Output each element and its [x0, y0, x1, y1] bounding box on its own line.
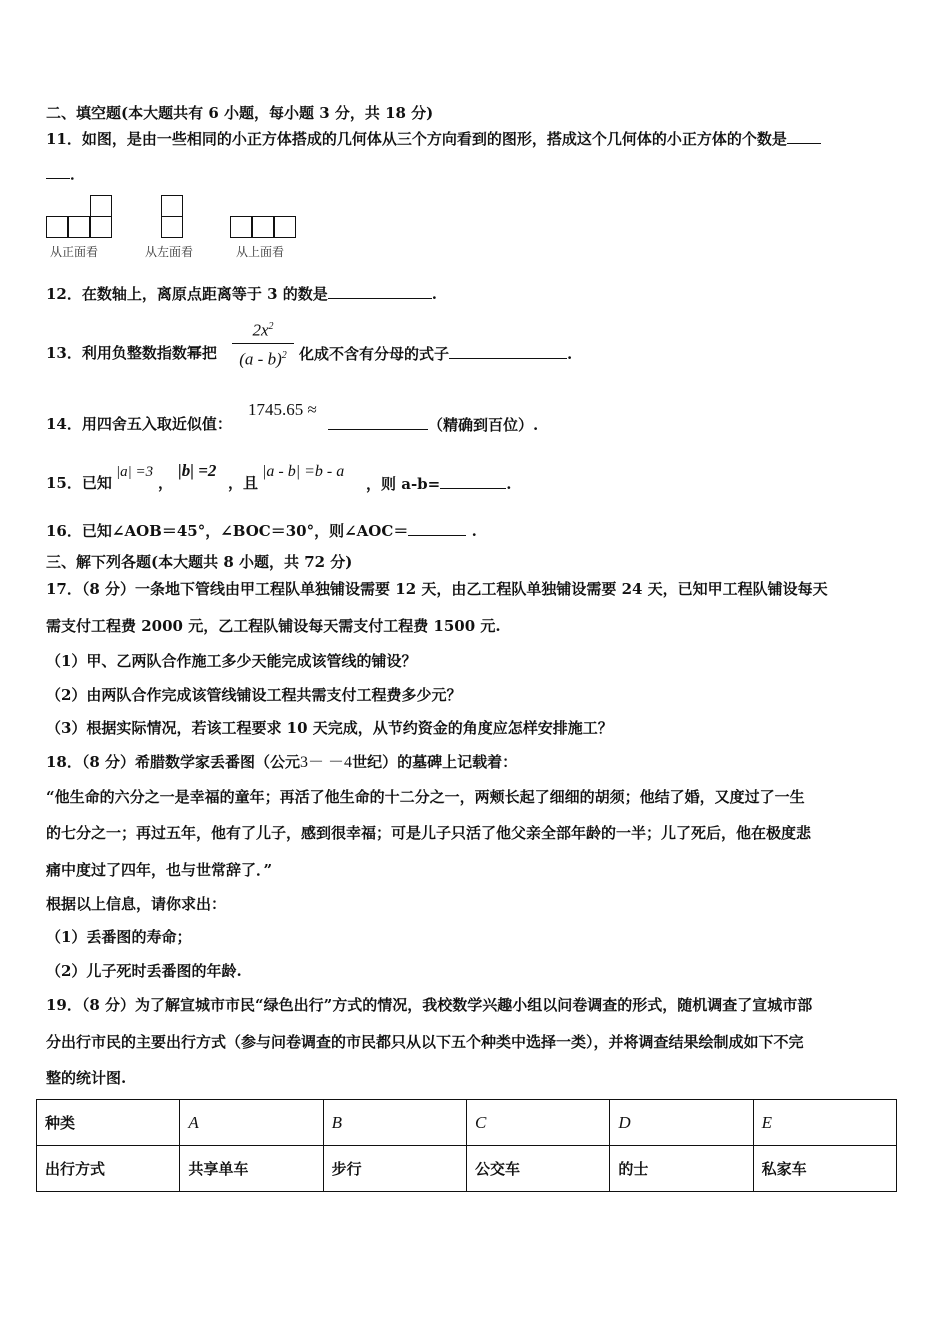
- question-16: [46, 520, 477, 541]
- question-17-sub-3: （3）根据实际情况，若该工程要求 10 天完成，从节约资金的角度应怎样安排施工？: [46, 719, 613, 737]
- question-18-century: 3－ －4: [300, 754, 353, 771]
- question-14: [46, 414, 232, 434]
- question-11-text: 11．如图，是由一些相同的小正方体搭成的几何体从三个方向看到的图形，搭成这个几何体的小正方体的个数是: [46, 130, 787, 148]
- question-13-after: 化成不含有分母的式子: [299, 345, 450, 363]
- q15-condition-1: |a| =3: [116, 464, 154, 480]
- question-18-line-1c: 世纪）的墓碑上记载着：: [352, 753, 518, 771]
- question-19-line-1: 19．（8 分）为了解宣城市市民“绿色出行”方式的情况，我校数学兴趣小组以问卷调查的形式，随机调查了宣城市部: [46, 996, 813, 1014]
- table-cell: A: [180, 1100, 323, 1146]
- table-cell: 共享单车: [180, 1146, 323, 1192]
- question-15-end: .: [506, 475, 512, 493]
- question-12-text: 12．在数轴上，离原点距离等于 3 的数是: [46, 285, 328, 303]
- table-cell: 步行: [323, 1146, 466, 1192]
- front-view-label: 从正面看: [50, 245, 99, 259]
- question-18-line-1a: 18．（8 分）希腊数学家丢番图（公元: [46, 753, 301, 771]
- q15-separator-2: ，且: [228, 474, 259, 492]
- question-15-rest: [366, 473, 511, 494]
- section-2-heading: 二、填空题(本大题共有 6 小题，每小题 3 分，共 18 分): [46, 104, 434, 122]
- question-12-end: .: [431, 285, 437, 303]
- q15-separator-1: ，: [158, 474, 174, 492]
- q15-condition-3: |a - b| =b - a: [262, 463, 345, 480]
- q13-denominator-exponent: 2: [281, 349, 287, 361]
- question-16-text: 16．已知∠AOB＝45°，∠BOC＝30°，则∠AOC＝: [46, 522, 409, 540]
- section-3-heading: 三、解下列各题(本大题共 8 小题，共 72 分): [46, 553, 353, 571]
- table-cell: C: [466, 1100, 609, 1146]
- table-row: [37, 1146, 897, 1192]
- front-view-figure: [46, 195, 116, 263]
- q13-fraction: [232, 316, 294, 370]
- question-18-line-1: [46, 752, 517, 773]
- q15-condition-2: |b| =2: [178, 461, 217, 480]
- question-14-rest: [328, 414, 538, 435]
- table-cell: 公交车: [466, 1146, 609, 1192]
- q13-numerator-exponent: 2: [268, 321, 274, 332]
- top-view-label: 从上面看: [236, 245, 285, 259]
- question-18-line-4: 痛中度过了四年，也与世常辞了．”: [46, 861, 273, 879]
- question-17-line-1: 17．（8 分）一条地下管线由甲工程队单独铺设需要 12 天，由乙工程队单独铺设需要 24 天，已知甲工程队铺设每天: [46, 580, 828, 598]
- question-18-line-5: 根据以上信息，请你求出：: [46, 895, 227, 913]
- table-cell: 出行方式: [37, 1146, 180, 1192]
- question-17-sub-2: （2）由两队合作完成该管线铺设工程共需支付工程费多少元？: [46, 686, 462, 704]
- left-view-label: 从左面看: [145, 245, 194, 259]
- answer-blank-11[interactable]: [787, 128, 821, 144]
- fraction-bar: [232, 343, 294, 344]
- question-19-line-2: 分出行市民的主要出行方式（参与问卷调查的市民都只从以下五个种类中选择一类），并将调查结果绘制成如下不完: [46, 1033, 804, 1051]
- table-cell: 私家车: [753, 1146, 896, 1192]
- question-11-continuation: [46, 163, 85, 184]
- question-17-sub-1: （1）甲、乙两队合作施工多少天能完成该管线的铺设？: [46, 652, 417, 670]
- q13-numerator: 2x: [252, 320, 269, 340]
- question-16-end: .: [471, 522, 477, 540]
- q13-denominator: (a - b): [239, 349, 282, 369]
- question-13: [46, 343, 217, 363]
- question-14-text: 14．用四舍五入取近似值：: [46, 415, 232, 433]
- question-15: [46, 473, 112, 493]
- question-18-sub-2: （2）儿子死时丢番图的年龄.: [46, 962, 242, 980]
- answer-blank-16[interactable]: [408, 520, 466, 536]
- table-cell: 的士: [610, 1146, 753, 1192]
- answer-blank-15[interactable]: [440, 473, 506, 489]
- travel-mode-table: [36, 1099, 897, 1192]
- question-15-after: ，则 a-b=: [366, 475, 441, 493]
- table-row: [37, 1100, 897, 1146]
- left-view-figure: [145, 195, 215, 263]
- table-cell: B: [323, 1100, 466, 1146]
- question-18-sub-1: （1）丢番图的寿命；: [46, 928, 192, 946]
- q14-expression: 1745.65 ≈: [248, 400, 317, 419]
- answer-blank-13[interactable]: [449, 343, 567, 359]
- question-18-line-3: 的七分之一；再过五年，他有了儿子，感到很幸福；可是儿子只活了他父亲全部年龄的一半；儿了死后，他在极度悲: [46, 824, 812, 842]
- question-18-line-2: “他生命的六分之一是幸福的童年；再活了他生命的十二分之一，两颊长起了细细的胡须；他结了婚，又度过了一生: [46, 788, 805, 806]
- table-cell: E: [753, 1100, 896, 1146]
- top-view-figure: [230, 195, 310, 263]
- answer-blank-14[interactable]: [328, 414, 428, 430]
- answer-blank-11-cont[interactable]: [46, 163, 70, 179]
- question-17-line-2: 需支付工程费 2000 元，乙工程队铺设每天需支付工程费 1500 元.: [46, 617, 501, 635]
- question-13-end: .: [567, 345, 573, 363]
- answer-blank-12[interactable]: [328, 283, 432, 299]
- question-19-line-3: 整的统计图.: [46, 1069, 127, 1087]
- table-cell: 种类: [37, 1100, 180, 1146]
- question-11-end: ．: [70, 165, 86, 183]
- question-13-text: 13．利用负整数指数幂把: [46, 344, 217, 362]
- question-15-text: 15．已知: [46, 474, 112, 492]
- question-11: [46, 128, 821, 149]
- question-13-rest: [299, 343, 572, 364]
- question-14-after: （精确到百位）.: [428, 416, 539, 434]
- question-12: [46, 283, 437, 304]
- table-cell: D: [610, 1100, 753, 1146]
